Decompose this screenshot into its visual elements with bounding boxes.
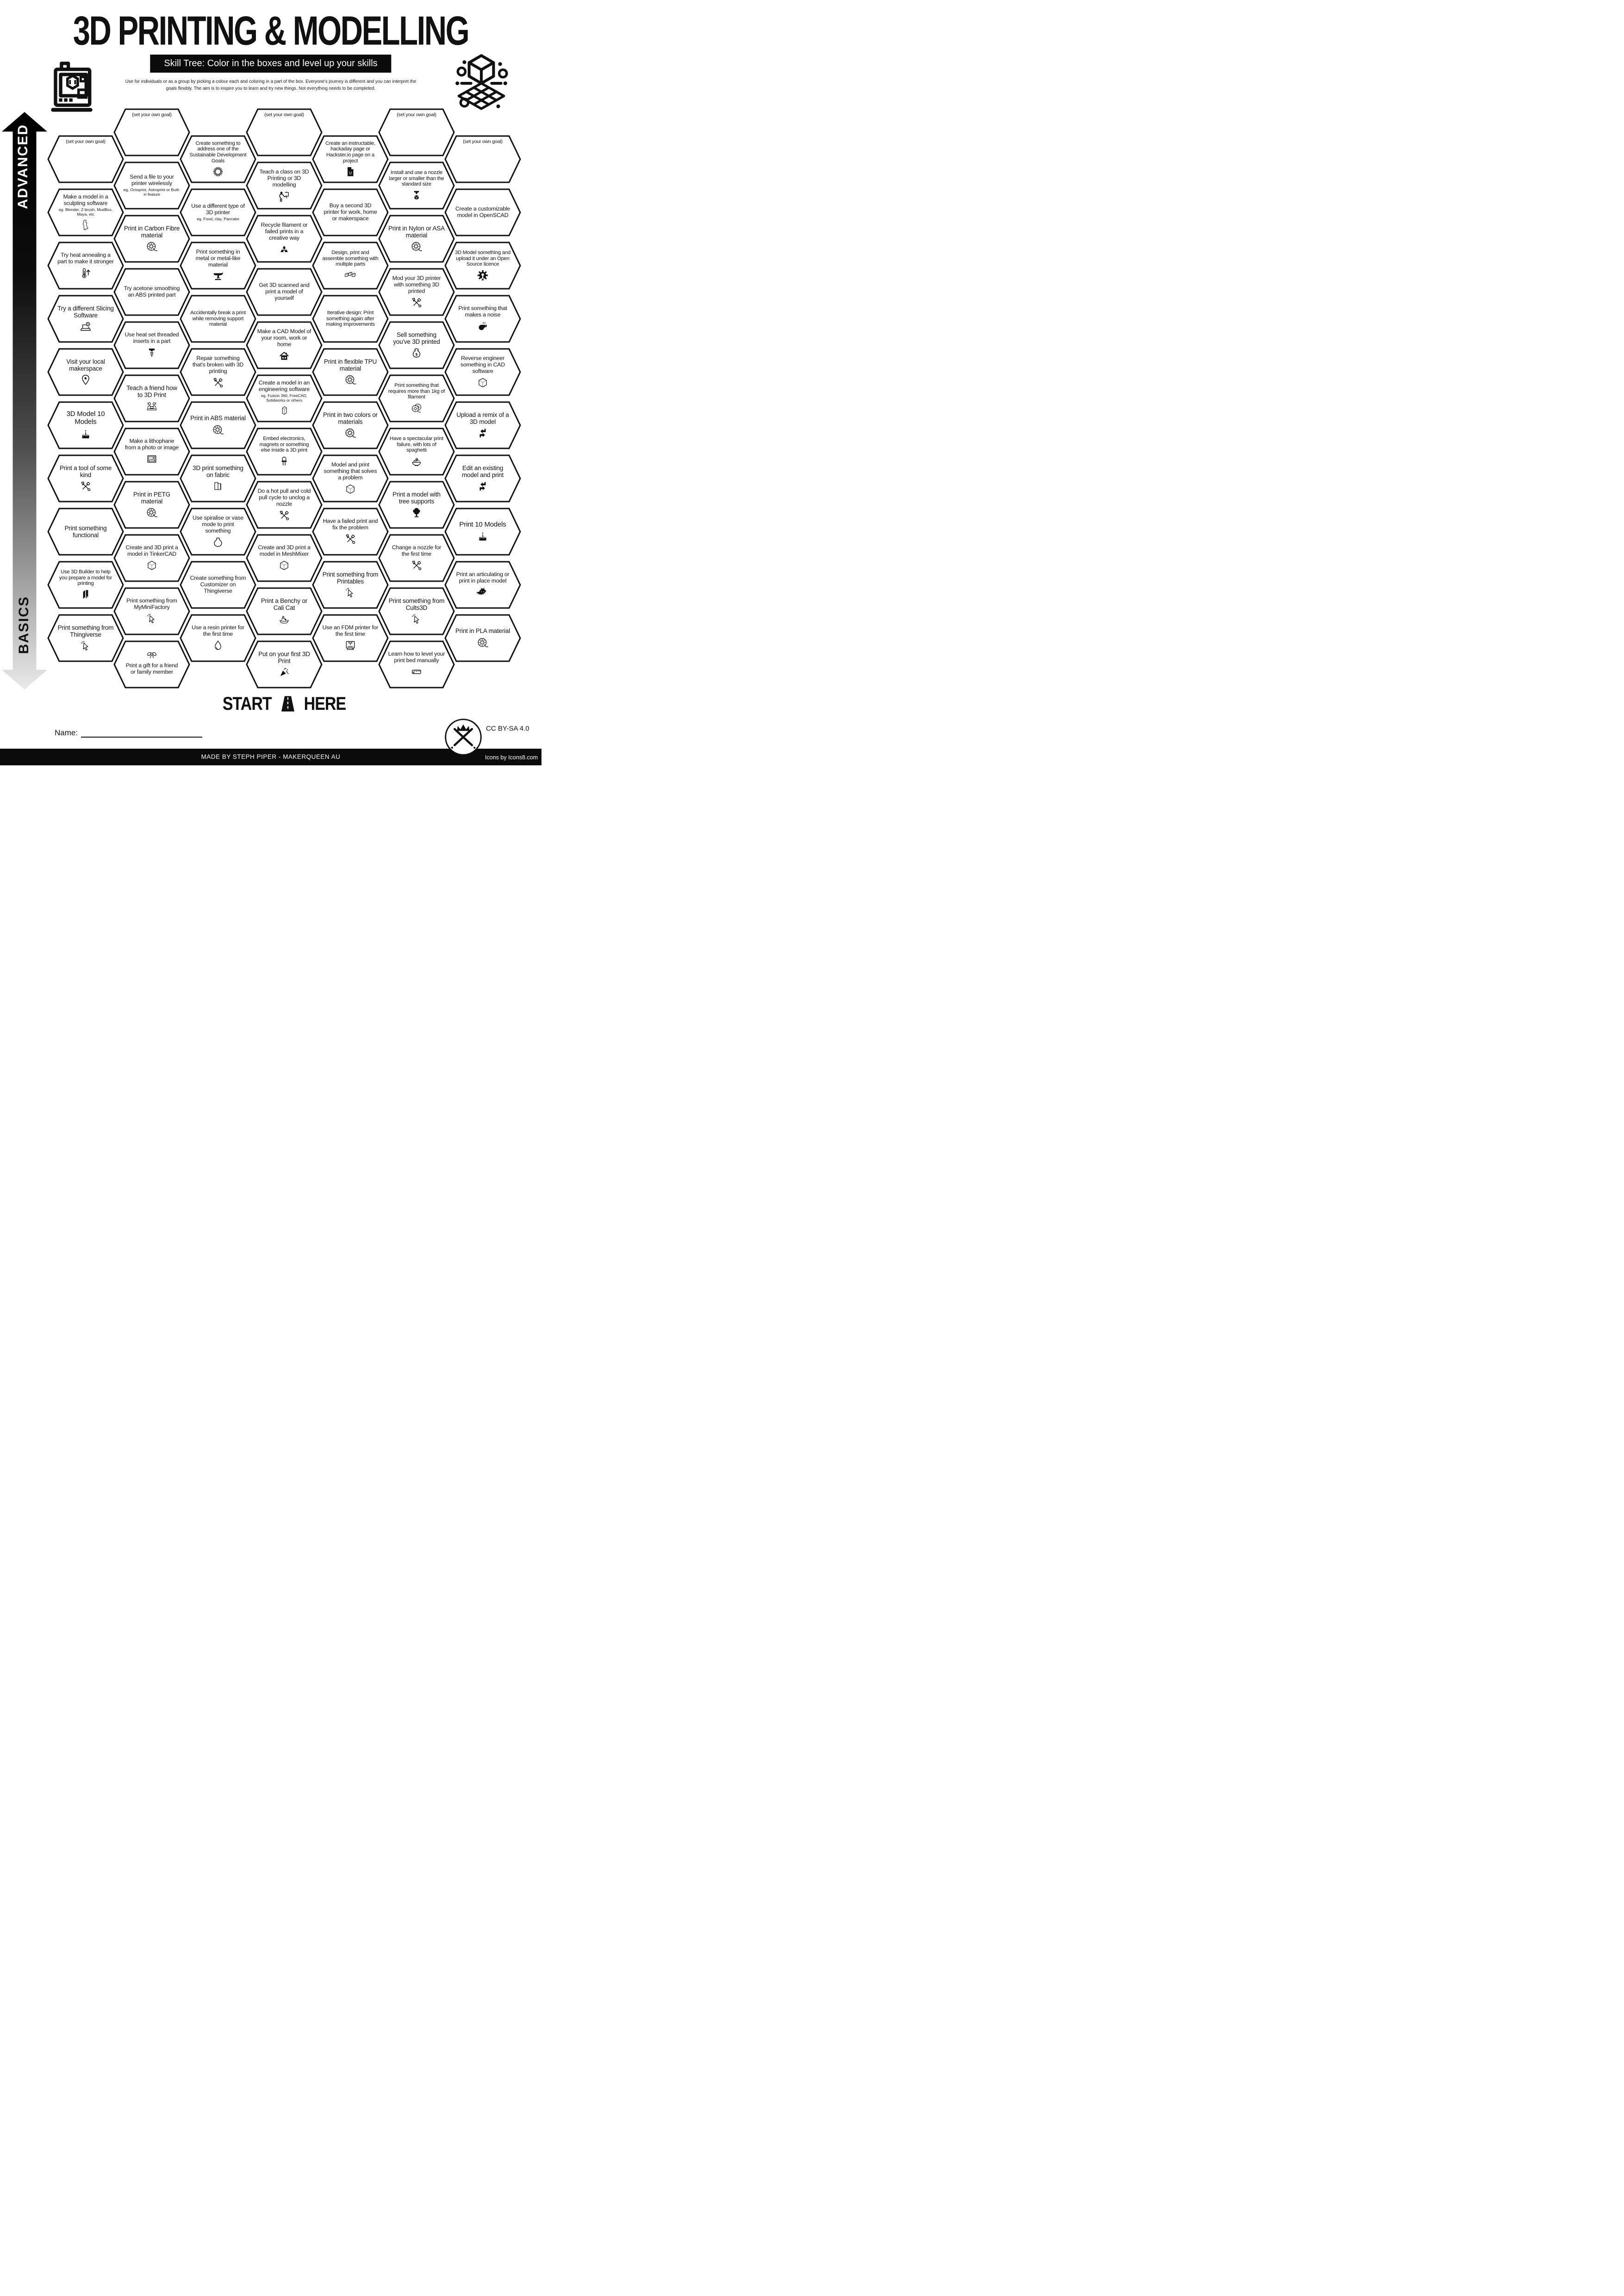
hex-label: Get 3D scanned and print a model of yourself bbox=[259, 282, 310, 301]
start-here bbox=[201, 694, 367, 714]
skill-hex[interactable] bbox=[113, 428, 190, 476]
cube-icon bbox=[278, 559, 290, 571]
cube-icon bbox=[146, 559, 158, 571]
hex-label: Print a gift for a friend or family member bbox=[125, 662, 178, 675]
basics-label: BASICS bbox=[16, 596, 31, 654]
vase-icon bbox=[212, 536, 224, 548]
skill-hex[interactable] bbox=[47, 454, 124, 503]
skill-hex[interactable] bbox=[113, 534, 190, 582]
hex-label: Try heat annealing a part to make it stronger bbox=[57, 252, 114, 265]
page-title: 3D PRINTING & MODELLING bbox=[73, 8, 469, 54]
hex-label: Have a spectacular print failure, with lots of spaghetti bbox=[390, 436, 443, 453]
hex-label: Put on your first 3D Print bbox=[258, 650, 310, 664]
skill-hex[interactable] bbox=[47, 188, 124, 236]
skill-hex[interactable] bbox=[378, 321, 455, 369]
hex-label: Mod your 3D printer with something 3D printed bbox=[392, 275, 441, 294]
skill-hex[interactable] bbox=[246, 534, 323, 582]
crossed-tools-icon bbox=[80, 480, 92, 492]
two-spools-icon bbox=[411, 402, 423, 414]
hex-label: Print something in metal or metal-like material bbox=[195, 248, 241, 268]
hex-label: Print in flexible TPU material bbox=[324, 358, 377, 372]
skill-hex[interactable] bbox=[246, 374, 323, 422]
hex-label: Print something from Cults3D bbox=[388, 597, 445, 611]
hex-label: Use heat set threaded inserts in a part bbox=[124, 331, 179, 344]
skill-hex[interactable] bbox=[180, 188, 256, 236]
printer-logo-icon bbox=[44, 57, 99, 112]
hex-label: Try a different Slicing Software bbox=[57, 304, 114, 319]
skill-hex[interactable] bbox=[180, 508, 256, 556]
skill-hex[interactable] bbox=[378, 640, 455, 689]
hex-label: Print in Nylon or ASA material bbox=[388, 224, 445, 239]
crossed-tools-icon bbox=[344, 533, 356, 545]
cursor-icon bbox=[80, 640, 92, 652]
recycle-icon bbox=[278, 243, 290, 255]
hex-label: Create something from Customizer on Thingiverse bbox=[190, 575, 246, 594]
skill-hex[interactable] bbox=[180, 242, 256, 290]
hex-label: Print something that requires more than 1kg of filament bbox=[388, 383, 445, 400]
hex-label: Repair something that's broken with 3D printing bbox=[192, 355, 244, 374]
hex-label: Use 3D Builder to help you prepare a model for printing bbox=[59, 569, 112, 587]
hex-label: Create a customizable model in OpenSCAD bbox=[455, 205, 510, 218]
skill-hex[interactable] bbox=[378, 428, 455, 476]
skill-hex[interactable] bbox=[47, 614, 124, 662]
skill-hex[interactable] bbox=[246, 321, 323, 369]
hex-label: Change a nozzle for the first time bbox=[392, 544, 442, 557]
hex-label: Create an instructable, hackaday page or Hackster.io page on a project bbox=[325, 140, 375, 164]
whistle-icon bbox=[477, 320, 489, 332]
hex-label: Try acetone smoothing an ABS printed part bbox=[124, 285, 180, 298]
3d-builder-icon bbox=[80, 589, 92, 601]
skill-hex[interactable] bbox=[378, 215, 455, 263]
dragon-icon bbox=[477, 586, 489, 598]
skill-hex[interactable] bbox=[180, 295, 256, 343]
skill-hex[interactable] bbox=[47, 135, 124, 183]
hex-label: Reverse engineer something in CAD software bbox=[460, 355, 505, 374]
hex-label: Print something from Thingiverse bbox=[57, 624, 114, 638]
skill-hex[interactable] bbox=[246, 215, 323, 263]
skill-hex[interactable] bbox=[180, 614, 256, 662]
thermometer-up-icon bbox=[80, 267, 92, 279]
filament-spool-icon bbox=[411, 241, 423, 253]
skill-hex[interactable] bbox=[444, 614, 521, 662]
skill-hex[interactable] bbox=[312, 561, 389, 609]
skill-hex[interactable] bbox=[378, 374, 455, 422]
filament-spool-icon bbox=[146, 241, 158, 253]
skill-hex[interactable] bbox=[312, 295, 389, 343]
hex-label: Print a Benchy or Cali Cat bbox=[261, 597, 308, 611]
skill-hex[interactable] bbox=[113, 587, 190, 635]
house-icon bbox=[278, 350, 290, 362]
hex-label: Teach a friend how to 3D Print bbox=[126, 384, 177, 398]
hex-label: Upload a remix of a 3D model bbox=[456, 411, 509, 425]
hex-label: Sell something you've 3D printed bbox=[393, 331, 440, 345]
skill-hex[interactable] bbox=[312, 454, 389, 503]
skill-hex[interactable] bbox=[444, 135, 521, 183]
nozzle-icon bbox=[411, 189, 423, 201]
hex-label: Learn how to level your print bed manually bbox=[388, 651, 445, 664]
sculpture-icon bbox=[80, 219, 92, 231]
hex-label: Accidentally break a print while removing support material bbox=[190, 310, 246, 328]
hex-label: (set your own goal) bbox=[264, 112, 304, 118]
anvil-icon bbox=[212, 270, 224, 282]
hex-label: Print in PLA material bbox=[455, 627, 510, 635]
cursor-icon bbox=[146, 613, 158, 625]
money-bag-icon bbox=[411, 347, 423, 359]
crossed-tools-icon bbox=[411, 559, 423, 571]
skill-hex[interactable] bbox=[246, 587, 323, 635]
skill-hex[interactable] bbox=[444, 242, 521, 290]
skill-hex[interactable] bbox=[312, 242, 389, 290]
teacher-board-icon bbox=[278, 190, 290, 202]
skill-hex[interactable] bbox=[246, 268, 323, 316]
hex-label: Print something from Printables bbox=[322, 571, 379, 585]
skill-hex[interactable] bbox=[113, 161, 190, 210]
license-label: CC BY-SA 4.0 bbox=[486, 725, 529, 732]
skill-hex[interactable] bbox=[378, 534, 455, 582]
skill-hex[interactable] bbox=[444, 348, 521, 396]
skill-hex[interactable] bbox=[180, 135, 256, 183]
hex-label: 3D print something on fabric bbox=[193, 464, 243, 478]
hex-label: Install and use a nozzle larger or smaller than the standard size bbox=[389, 170, 444, 187]
makerqueen-logo-icon bbox=[443, 717, 483, 757]
hex-label: Make a model in a sculpting software bbox=[63, 193, 108, 207]
filament-spool-icon bbox=[344, 427, 356, 439]
hex-label: Create and 3D print a model in TinkerCAD bbox=[125, 544, 178, 557]
skill-hex[interactable] bbox=[312, 401, 389, 449]
ruler-icon bbox=[411, 666, 423, 678]
filament-spool-icon bbox=[212, 424, 224, 436]
skill-hex[interactable] bbox=[312, 135, 389, 183]
hex-label: 3D Model 10 Models bbox=[66, 410, 105, 426]
hex-label: Print something that makes a noise bbox=[458, 305, 507, 318]
skill-hex[interactable] bbox=[444, 454, 521, 503]
hex-label: Print in Carbon Fibre material bbox=[124, 224, 180, 239]
hex-label: Print in ABS material bbox=[190, 415, 246, 422]
cake-icon bbox=[477, 530, 489, 542]
spaghetti-icon bbox=[411, 455, 423, 467]
remix-arrows-icon bbox=[477, 427, 489, 439]
threaded-insert-icon bbox=[146, 347, 158, 359]
subtitle-banner: Skill Tree: Color in the boxes and level up your skills bbox=[150, 55, 391, 73]
hex-sub: eg. Octoprint, Astroprint or Built-in feature bbox=[123, 187, 180, 197]
skill-hex[interactable] bbox=[444, 295, 521, 343]
icons-credit-label: Icons by Icons8.com bbox=[485, 754, 538, 761]
crossed-tools-icon bbox=[212, 377, 224, 389]
hex-label: Make a lithophane from a photo or image bbox=[124, 438, 179, 451]
skill-hex[interactable] bbox=[312, 348, 389, 396]
skill-hex[interactable] bbox=[113, 321, 190, 369]
skill-hex[interactable] bbox=[378, 161, 455, 210]
skill-hex[interactable] bbox=[47, 401, 124, 449]
hex-label: Print in PETG material bbox=[133, 490, 170, 505]
hex-label: Print something from MyMiniFactory bbox=[126, 597, 177, 610]
skill-hex[interactable] bbox=[246, 428, 323, 476]
hex-label: Use a resin printer for the first time bbox=[192, 624, 244, 637]
hex-label: Print a model with tree supports bbox=[392, 490, 441, 505]
party-popper-icon bbox=[278, 666, 290, 678]
skill-hex[interactable] bbox=[444, 188, 521, 236]
skill-hex[interactable] bbox=[180, 401, 256, 449]
filament-spool-icon bbox=[477, 637, 489, 649]
hex-label: Use a different type of 3D printer bbox=[191, 203, 245, 216]
skill-hex[interactable] bbox=[378, 481, 455, 529]
skill-hex[interactable] bbox=[47, 295, 124, 343]
map-pin-icon bbox=[80, 374, 92, 386]
hex-label: (set your own goal) bbox=[397, 112, 436, 118]
skill-hex[interactable] bbox=[113, 481, 190, 529]
hex-label: Do a hot pull and cold pull cycle to unclog a nozzle bbox=[257, 488, 311, 507]
skill-hex[interactable] bbox=[246, 481, 323, 529]
sdg-wheel-icon bbox=[212, 166, 224, 178]
skill-hex[interactable] bbox=[312, 188, 389, 236]
filament-spool-icon bbox=[344, 374, 356, 386]
filament-spool-icon bbox=[146, 507, 158, 519]
remix-arrows-icon bbox=[477, 480, 489, 492]
hex-label: Print something functional bbox=[64, 524, 107, 539]
hex-label: Visit your local makerspace bbox=[66, 358, 105, 372]
name-label: Name: bbox=[55, 728, 78, 737]
skill-hex[interactable] bbox=[378, 268, 455, 316]
fabric-icon bbox=[212, 480, 224, 492]
skill-hex[interactable] bbox=[312, 508, 389, 556]
skill-hex[interactable] bbox=[180, 454, 256, 503]
hex-label: Create something to address one of the Sustainable Development Goals bbox=[189, 140, 247, 164]
name-row bbox=[55, 728, 202, 738]
skill-hex[interactable] bbox=[246, 108, 323, 156]
hex-label: 3D Model something and upload it under an Open Source licence bbox=[455, 250, 510, 267]
cursor-icon bbox=[344, 587, 356, 599]
hex-sub: eg. Blender, Z-brush, MudBox, Maya, etc bbox=[58, 207, 113, 217]
cake-icon bbox=[80, 428, 92, 440]
project-doc-icon bbox=[344, 166, 356, 178]
cube-icon bbox=[344, 483, 356, 495]
slicer-laptop-icon bbox=[80, 321, 92, 333]
hex-sub: eg. Fusion 360, FreeCAD, Solidworks or others bbox=[261, 393, 307, 403]
hex-label: Design, print and assemble something with multiple parts bbox=[322, 250, 379, 267]
skill-hex[interactable] bbox=[246, 640, 323, 689]
skill-hex[interactable] bbox=[113, 374, 190, 422]
skill-hex[interactable] bbox=[246, 161, 323, 210]
hex-label: Use an FDM printer for the first time bbox=[322, 624, 379, 637]
hex-label: (set your own goal) bbox=[463, 139, 503, 144]
hex-label: Model and print something that solves a problem bbox=[324, 461, 377, 481]
hex-label: (set your own goal) bbox=[66, 139, 106, 144]
skill-hex[interactable] bbox=[113, 640, 190, 689]
start-label: START bbox=[222, 693, 272, 714]
tree-icon bbox=[411, 507, 423, 519]
led-icon bbox=[278, 455, 290, 467]
name-input-line[interactable] bbox=[81, 730, 202, 738]
benchy-icon bbox=[278, 613, 290, 625]
skill-hex[interactable] bbox=[378, 108, 455, 156]
skill-hex[interactable] bbox=[47, 561, 124, 609]
here-label: HERE bbox=[304, 693, 346, 714]
skill-hex[interactable] bbox=[47, 348, 124, 396]
hex-label: Embed electronics, magnets or something else inside a 3D print bbox=[259, 436, 309, 453]
crossed-tools-icon bbox=[278, 509, 290, 521]
cube-icon bbox=[477, 377, 489, 389]
skill-hex[interactable] bbox=[113, 268, 190, 316]
hex-label: Teach a class on 3D Printing or 3D modelling bbox=[259, 168, 309, 188]
photo-icon bbox=[146, 453, 158, 465]
hex-label: Create and 3D print a model in MeshMixer bbox=[258, 544, 311, 557]
hex-label: Buy a second 3D printer for work, home or makerspace bbox=[324, 202, 377, 222]
hex-label: Iterative design: Print something again after making improvements bbox=[326, 310, 375, 328]
cube-lattice-icon bbox=[450, 52, 513, 112]
skill-hex[interactable] bbox=[312, 614, 389, 662]
skill-hex[interactable] bbox=[47, 508, 124, 556]
hex-sub: eg. Food, clay, Pancake bbox=[197, 216, 239, 221]
resin-drop-icon bbox=[212, 639, 224, 652]
skill-hex[interactable] bbox=[180, 561, 256, 609]
hex-label: Print an articulating or print in place model bbox=[456, 571, 510, 584]
fdm-printer-icon bbox=[344, 639, 356, 652]
cursor-icon bbox=[411, 613, 423, 625]
hex-label: Send a file to your printer wirelessly bbox=[130, 174, 174, 187]
hex-label: Edit an existing model and print bbox=[461, 464, 504, 478]
skill-hex[interactable] bbox=[378, 587, 455, 635]
hex-label: Print a tool of some kind bbox=[59, 464, 112, 478]
road-icon bbox=[277, 694, 299, 714]
skill-tree-poster bbox=[0, 0, 541, 765]
hex-label: Create a model in an engineering software bbox=[258, 379, 310, 393]
crossed-tools-icon bbox=[411, 297, 423, 309]
skill-hex[interactable] bbox=[444, 508, 521, 556]
skill-hex[interactable] bbox=[113, 108, 190, 156]
skill-hex[interactable] bbox=[444, 561, 521, 609]
three-cubes-icon bbox=[344, 269, 356, 281]
hex-label: Make a CAD Model of your room, work or home bbox=[257, 328, 311, 348]
credit-label: MADE BY STEPH PIPER - MAKERQUEEN AU bbox=[201, 753, 341, 760]
gift-bow-icon bbox=[146, 649, 158, 661]
hex-label: Recycle filament or failed prints in a creative way bbox=[261, 222, 308, 241]
intro-description: Use for individuals or as a group by picking a colour each and coloring in a part of the box. Everyone's journey is different and you can interpret the goals flexibly. The aim is to inspire you to learn and try new things. Not everything needs to be completed. bbox=[125, 79, 417, 91]
prism-icon bbox=[278, 405, 290, 417]
open-source-icon bbox=[477, 269, 489, 281]
hex-label: Print in two colors or materials bbox=[323, 411, 378, 425]
teach-friend-icon bbox=[146, 400, 158, 412]
skill-hex[interactable] bbox=[180, 348, 256, 396]
hex-label: (set your own goal) bbox=[132, 112, 172, 118]
skill-hex[interactable] bbox=[113, 215, 190, 263]
hex-label: Print 10 Models bbox=[459, 520, 506, 528]
skill-hex[interactable] bbox=[444, 401, 521, 449]
skill-hex[interactable] bbox=[47, 242, 124, 290]
hex-label: Use spiralise or vase mode to print something bbox=[193, 515, 243, 534]
advanced-label: ADVANCED bbox=[15, 124, 31, 209]
hex-label: Have a failed print and fix the problem bbox=[323, 518, 378, 531]
